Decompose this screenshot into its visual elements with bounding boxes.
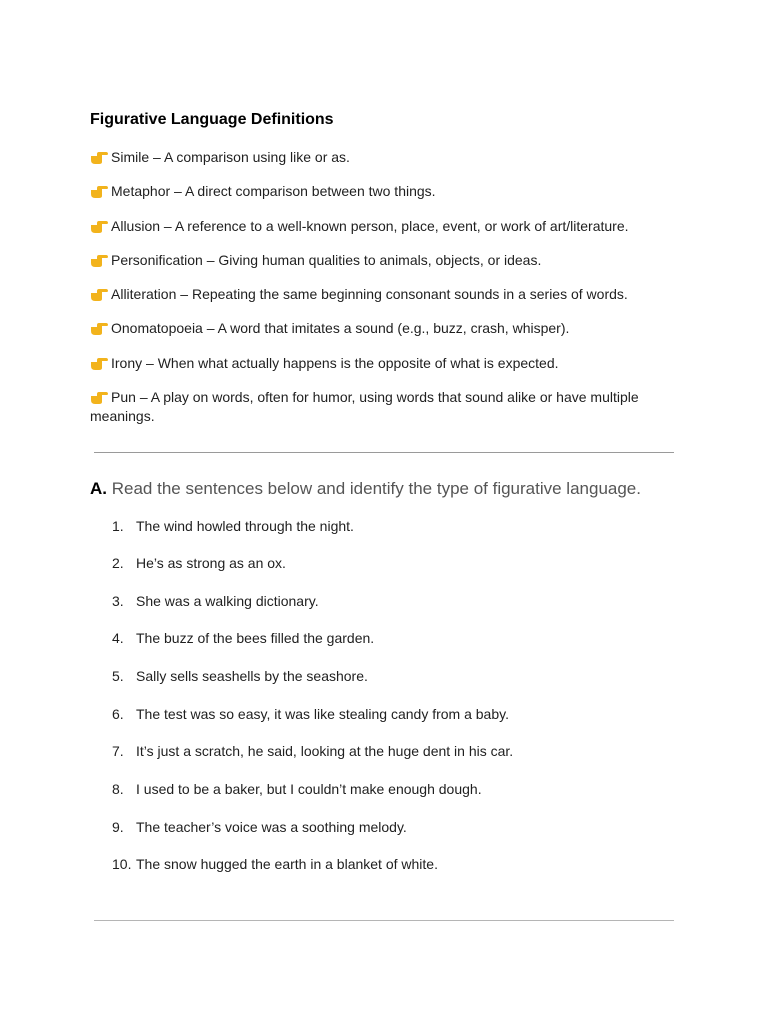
question-number: 1.	[112, 518, 124, 534]
question-text: The teacher’s voice was a soothing melody.	[136, 819, 407, 835]
definition-separator: –	[180, 286, 189, 302]
question-number: 9.	[112, 819, 124, 835]
section-a-heading	[90, 479, 641, 499]
section-instruction: Read the sentences below and identify the type of figurative language.	[111, 479, 641, 498]
question-number: 3.	[112, 593, 124, 609]
section-letter: A.	[90, 479, 107, 498]
question-item	[112, 555, 286, 571]
question-number: 2.	[112, 555, 124, 571]
definition-metaphor	[90, 182, 680, 201]
definition-onomatopoeia	[90, 319, 680, 338]
definition-allusion	[90, 217, 680, 236]
definition-term: Personification	[111, 252, 203, 268]
pointing-hand-icon	[90, 219, 108, 233]
question-text: The test was so easy, it was like stealing candy from a baby.	[136, 706, 509, 722]
question-text: The snow hugged the earth in a blanket of white.	[136, 856, 438, 872]
definition-term: Allusion	[111, 218, 161, 234]
definition-text: A direct comparison between two things.	[184, 183, 436, 199]
question-text: She was a walking dictionary.	[136, 593, 319, 609]
definition-term: Metaphor	[111, 183, 171, 199]
question-item	[112, 668, 368, 684]
pointing-hand-icon	[90, 356, 108, 370]
question-item	[112, 781, 482, 797]
pointing-hand-icon	[90, 150, 108, 164]
question-number: 5.	[112, 668, 124, 684]
definition-term: Onomatopoeia	[111, 320, 203, 336]
definition-irony	[90, 354, 680, 373]
definition-text: When what actually happens is the opposite of what is expected.	[157, 355, 559, 371]
question-text: I used to be a baker, but I couldn’t make enough dough.	[136, 781, 482, 797]
section-divider	[94, 452, 674, 453]
question-item	[112, 819, 407, 835]
definition-term: Alliteration	[111, 286, 177, 302]
question-text: He’s as strong as an ox.	[136, 555, 286, 571]
definition-separator: –	[206, 252, 215, 268]
definition-alliteration	[90, 285, 680, 304]
definition-pun	[90, 388, 680, 426]
definition-separator: –	[163, 218, 172, 234]
definition-separator: –	[153, 149, 161, 165]
question-number: 10.	[112, 856, 132, 872]
definition-text: A word that imitates a sound (e.g., buzz, crash, whisper).	[217, 320, 570, 336]
definition-term: Irony	[111, 355, 143, 371]
section-divider	[94, 920, 674, 921]
question-text: It’s just a scratch, he said, looking at the huge dent in his car.	[136, 743, 514, 759]
question-text: The wind howled through the night.	[136, 518, 354, 534]
question-item	[112, 593, 319, 609]
definition-term: Pun	[111, 389, 136, 405]
definition-term: Simile	[111, 149, 150, 165]
definition-separator: –	[206, 320, 215, 336]
pointing-hand-icon	[90, 184, 108, 198]
definition-separator: –	[174, 183, 182, 199]
definition-separator: –	[146, 355, 154, 371]
definitions-title: Figurative Language Definitions	[90, 111, 334, 128]
question-item	[112, 743, 513, 759]
pointing-hand-icon	[90, 390, 108, 404]
question-text: Sally sells seashells by the seashore.	[136, 668, 368, 684]
definition-simile	[90, 148, 680, 167]
pointing-hand-icon	[90, 321, 108, 335]
question-item	[112, 856, 438, 872]
question-item	[112, 518, 354, 534]
pointing-hand-icon	[90, 287, 108, 301]
definition-text: A reference to a well-known person, place, event, or work of art/literature.	[174, 218, 629, 234]
question-number: 4.	[112, 630, 124, 646]
pointing-hand-icon	[90, 253, 108, 267]
definition-personification	[90, 251, 680, 270]
definition-text: A comparison using like or as.	[163, 149, 350, 165]
definition-separator: –	[139, 389, 148, 405]
definition-text: Giving human qualities to animals, objects, or ideas.	[218, 252, 542, 268]
question-number: 8.	[112, 781, 124, 797]
definition-text: A play on words, often for humor, using words that sound alike or have multiple meanings.	[90, 389, 639, 424]
question-item	[112, 630, 374, 646]
question-number: 6.	[112, 706, 124, 722]
question-number: 7.	[112, 743, 124, 759]
definition-text: Repeating the same beginning consonant sounds in a series of words.	[191, 286, 628, 302]
question-text: The buzz of the bees filled the garden.	[136, 630, 375, 646]
question-item	[112, 706, 509, 722]
